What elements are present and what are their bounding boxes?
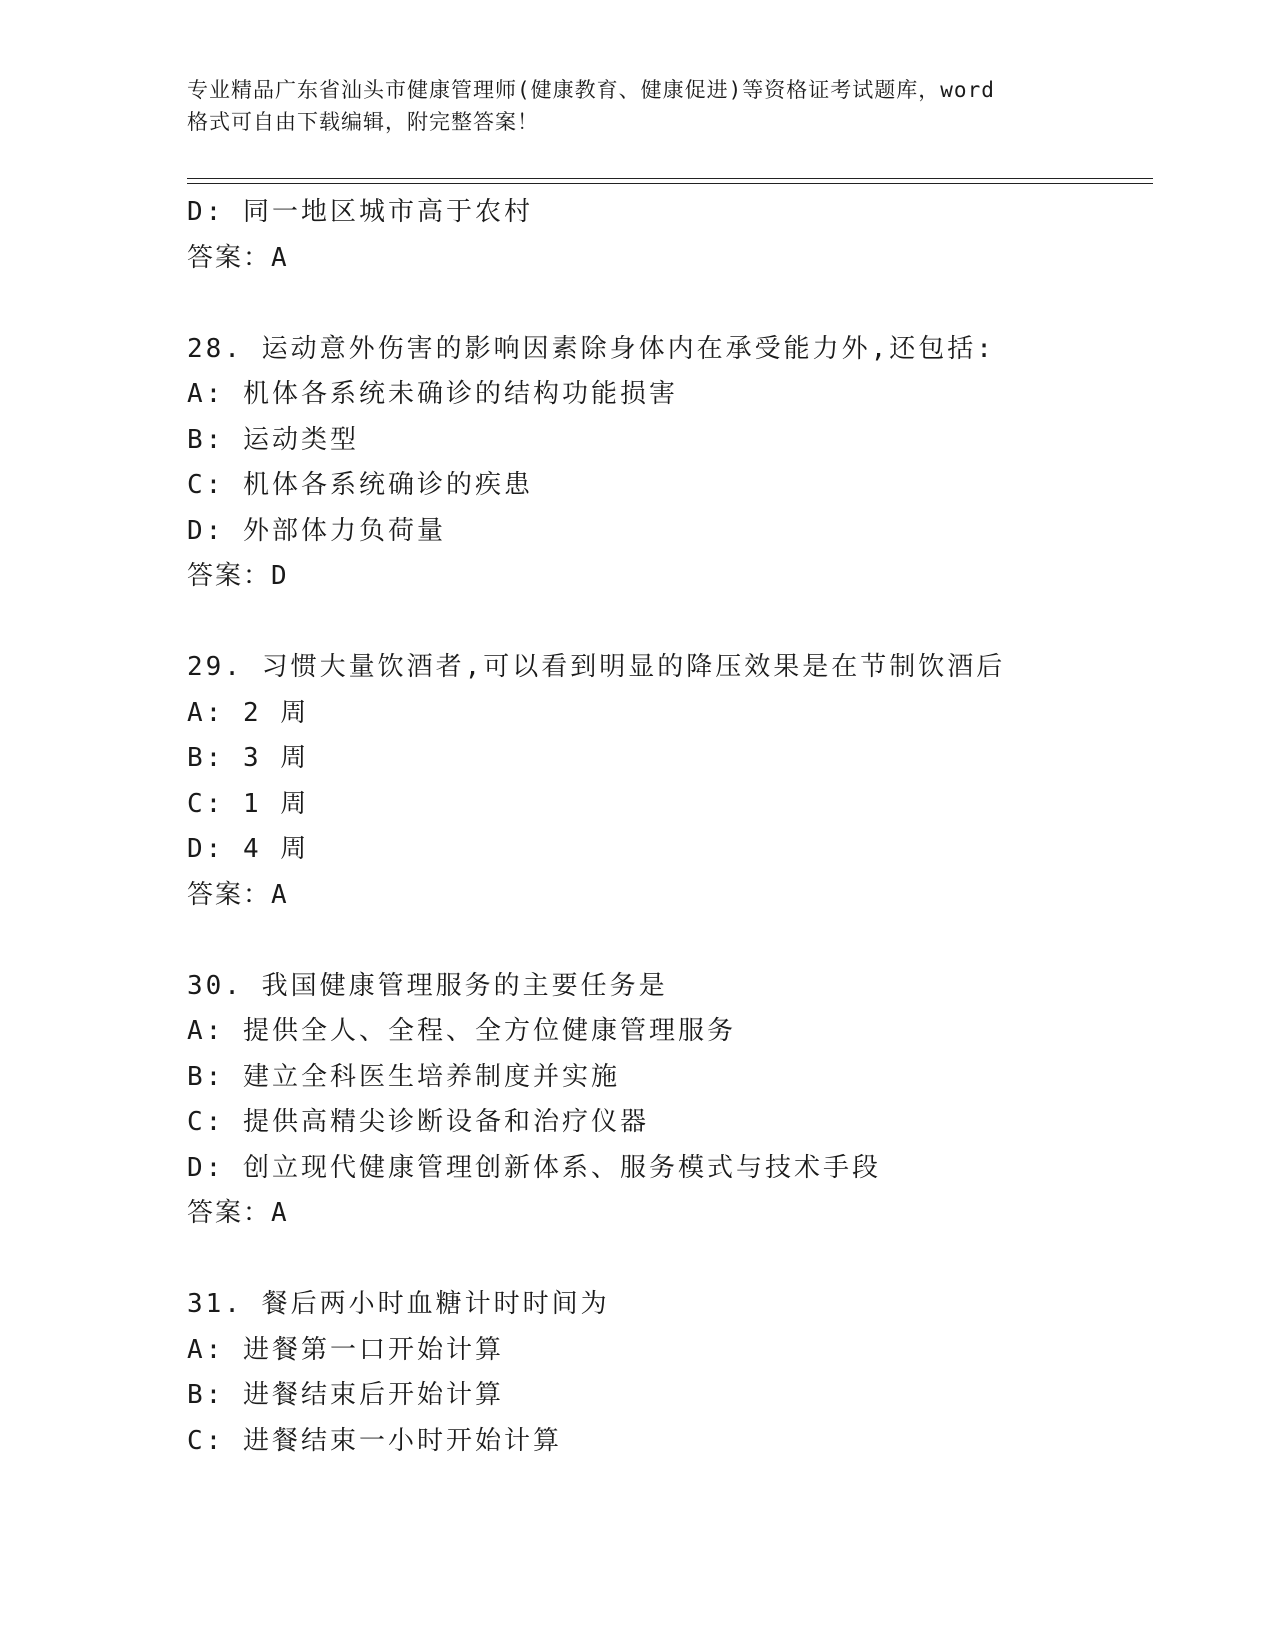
answer-text: 答案：A [187, 242, 289, 273]
option-text: A: 进餐第一口开始计算 [187, 1334, 504, 1365]
option-text: D: 4 周 [187, 834, 310, 864]
header-line-2: 格式可自由下载编辑，附完整答案！ [187, 110, 539, 134]
header-line-1: 专业精品广东省汕头市健康管理师(健康教育、健康促进)等资格证考试题库，word [187, 78, 995, 102]
spacer [187, 600, 1153, 646]
option-text: B: 运动类型 [187, 424, 359, 455]
header-rule-bottom [187, 183, 1153, 184]
option-text: D: 创立现代健康管理创新体系、服务模式与技术手段 [187, 1152, 881, 1183]
option-text: A: 2 周 [187, 697, 310, 728]
option-text: A: 机体各系统未确诊的结构功能损害 [187, 379, 678, 409]
option-text: B: 3 周 [187, 743, 310, 773]
option-text: C: 机体各系统确诊的疾患 [187, 470, 533, 500]
question-list [187, 190, 1153, 1464]
answer-text: 答案：D [187, 561, 289, 591]
spacer [187, 1237, 1153, 1283]
question-text: 29. 习惯大量饮酒者,可以看到明显的降压效果是在节制饮酒后 [187, 652, 1006, 682]
answer-text: 答案：A [187, 1198, 289, 1228]
option-text: B: 进餐结束后开始计算 [187, 1380, 504, 1410]
option-text: A: 提供全人、全程、全方位健康管理服务 [187, 1016, 736, 1046]
option-text: B: 建立全科医生培养制度并实施 [187, 1061, 620, 1092]
option-text: C: 进餐结束一小时开始计算 [187, 1425, 562, 1456]
spacer [187, 918, 1153, 964]
header-rule-top [187, 178, 1153, 179]
option-text: C: 提供高精尖诊断设备和治疗仪器 [187, 1107, 649, 1137]
question-text: 31. 餐后两小时血糖计时时间为 [187, 1289, 610, 1319]
spacer [187, 281, 1153, 327]
document-header [187, 74, 1107, 138]
answer-text: 答案：A [187, 879, 289, 910]
option-text: C: 1 周 [187, 788, 310, 819]
option-text: D: 同一地区城市高于农村 [187, 197, 533, 227]
question-text: 28. 运动意外伤害的影响因素除身体内在承受能力外,还包括: [187, 333, 995, 364]
option-text: D: 外部体力负荷量 [187, 515, 446, 546]
question-text: 30. 我国健康管理服务的主要任务是 [187, 970, 668, 1001]
